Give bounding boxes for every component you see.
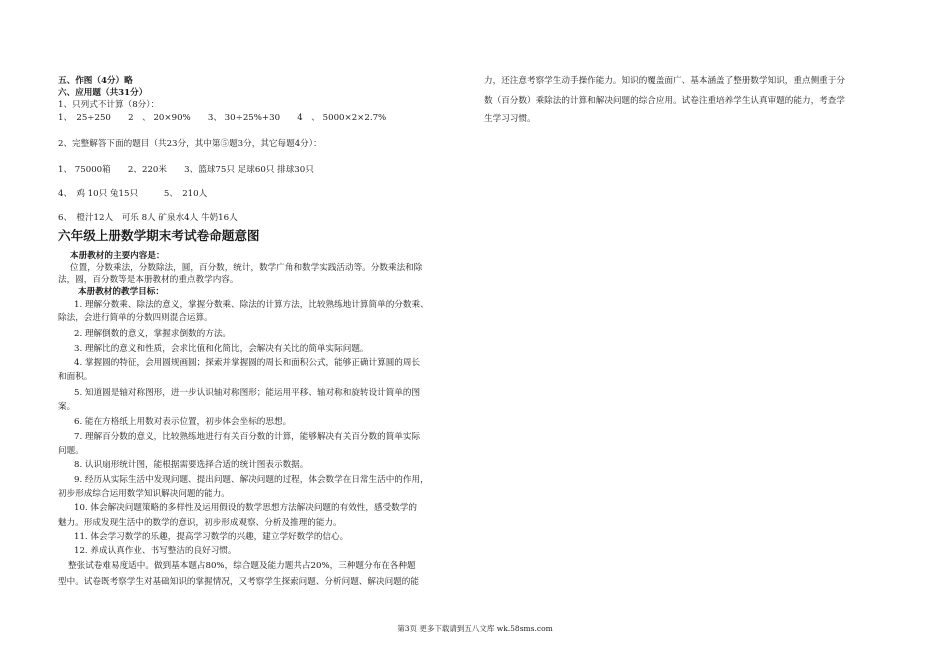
- content-line-2: 法，圆，百分数等是本册教材的重点教学内容。: [58, 275, 239, 285]
- goal-9-line-1: 9. 经历从实际生活中发现问题、提出问题、解决问题的过程，体会数学在日常生活中的作用，: [74, 475, 429, 485]
- answer-line-1: 1、 75000箱 2、220米 3、篮球75只 足球60只 排球30只: [58, 165, 314, 175]
- goal-1-line-2: 除法，会进行简单的分数四则混合运算。: [58, 313, 213, 323]
- goals-title: 本册教材的教学目标：: [78, 287, 164, 297]
- goal-11: 11. 体会学习数学的乐趣，提高学习数学的兴趣，建立学好数学的信心。: [74, 532, 349, 542]
- goal-9-line-2: 初步形成综合运用数学知识解决问题的能力。: [58, 489, 230, 499]
- summary-line-5: 生学习习惯。: [484, 114, 536, 124]
- goal-8: 8. 认识扇形统计图，能根据需要选择合适的统计图表示数据。: [74, 460, 309, 470]
- goal-2: 2. 理解倒数的意义，掌握求倒数的方法。: [74, 329, 232, 339]
- content-title: 本册教材的主要内容是：: [70, 251, 165, 261]
- summary-line-4: 数（百分数）乘除法的计算和解决问题的综合应用。试卷注重培养学生认真审题的能力，考查学: [484, 96, 845, 106]
- goal-7-line-1: 7. 理解百分数的意义，比较熟练地进行有关百分数的计算，能够解决有关百分数的简单实际: [74, 432, 421, 442]
- goal-7-line-2: 问题。: [58, 446, 84, 456]
- answer-line-3: 6、 橙汁12人 可乐 8人 矿泉水4人 牛奶16人: [58, 213, 238, 223]
- goal-10-line-1: 10. 体会解决问题策略的多样性及运用假设的数学思想方法解决问题的有效性，感受数学的: [74, 503, 417, 513]
- goal-5-line-2: 案。: [58, 402, 76, 412]
- page-footer: 第3页 更多下载请到五八文库 wk.58sms.com: [397, 624, 553, 633]
- goal-10-line-2: 魅力。形成发现生活中的数学的意识，初步形成观察、分析及推理的能力。: [58, 518, 342, 528]
- document-heading: 六年级上册数学期末考试卷命题意图: [58, 228, 260, 243]
- section-6-title: 六、应用题（共31分）: [58, 88, 148, 98]
- summary-line-2: 型中。试卷既考察学生对基础知识的掌握情况，又考察学生探索问题、分析问题、解决问题的能: [58, 577, 419, 587]
- goal-5-line-1: 5. 知道圆是轴对称图形，进一步认识轴对称图形；能运用平移、轴对称和旋转设计简单的图: [74, 388, 421, 398]
- goal-6: 6. 能在方格纸上用数对表示位置，初步体会坐标的思想。: [74, 417, 292, 427]
- content-line-1: 位置，分数乘法，分数除法，圆，百分数，统计，数学广角和数学实践活动等。分数乘法和除: [70, 263, 423, 273]
- question-1-title: 1、只列式不计算（8分）：: [58, 100, 160, 110]
- section-5-title: 五、作图（4分）略: [58, 76, 133, 86]
- goal-3: 3. 理解比的意义和性质，会求比值和化简比，会解决有关比的简单实际问题。: [74, 344, 369, 354]
- question-1-items: 1、 25÷250 2 、 20×90% 3、 30÷25%+30 4 、 5000×2×2.7%: [58, 113, 387, 123]
- goal-4-line-2: 和面积。: [58, 372, 93, 382]
- goal-12: 12. 养成认真作业、书写整洁的良好习惯。: [74, 546, 237, 556]
- goal-1-line-1: 1. 理解分数乘、除法的意义，掌握分数乘、除法的计算方法，比较熟练地计算简单的分数乘、: [74, 300, 429, 310]
- goal-4-line-1: 4. 掌握圆的特征，会用圆规画圆；探索并掌握圆的周长和面积公式，能够正确计算圆的周长: [74, 358, 421, 368]
- summary-line-1: 整张试卷难易度适中。做到基本题占80%，综合题及能力题共占20%，三种题分布在各种题: [68, 561, 416, 571]
- answer-line-2: 4、 鸡 10只 兔15只 5、 210人: [58, 189, 208, 199]
- summary-line-3: 力，还注意考察学生动手操作能力。知识的覆盖面广、基本涵盖了整册数学知识，重点侧重于分: [484, 76, 845, 86]
- question-2-title: 2、完整解答下面的题目（共23分，其中第⑤题3分，其它每题4分）：: [58, 139, 322, 149]
